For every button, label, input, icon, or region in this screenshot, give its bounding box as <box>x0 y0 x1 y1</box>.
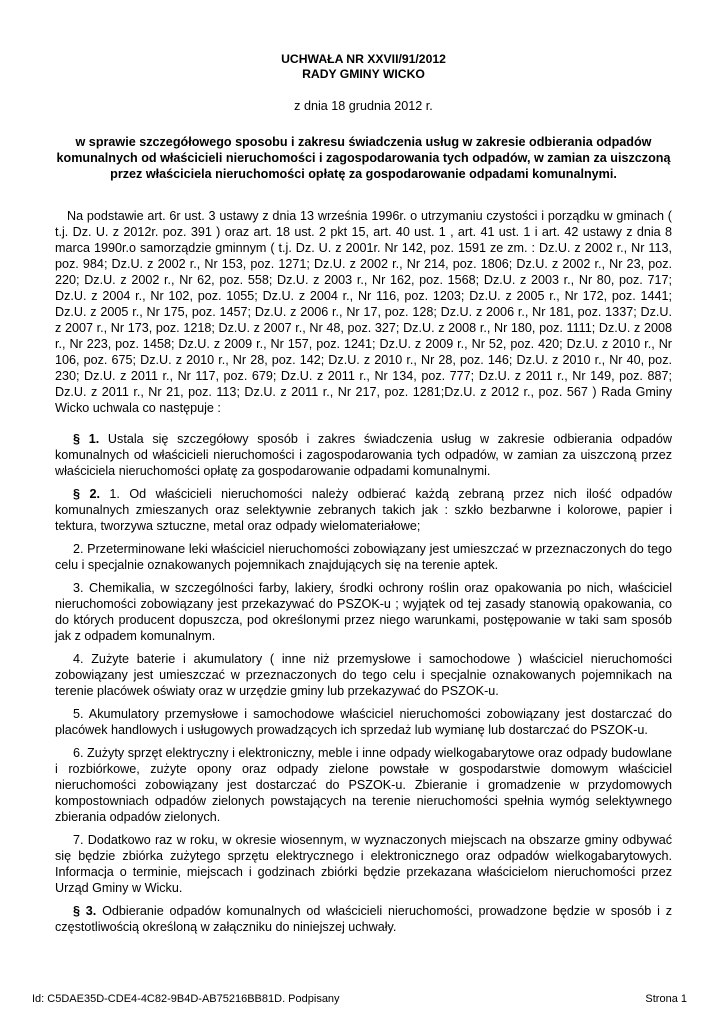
title-line-1: UCHWAŁA NR XXVII/91/2012 <box>281 52 446 66</box>
section-2-point-6: 6. Zużyty sprzęt elektryczny i elektroniczny, meble i inne odpady wielkogabarytowe oraz odpady budowlane i rozbiórkowe, zużyte opony oraz odpady zielone powstałe w gospodarstwie domowym właściciel nieruchomości zobowiązany jest dostarczać do PSZOK-u. Zbieranie i gromadzenie w przydomowych kompostowniach odpadów zielonych powstających na terenie nieruchomości spełnia wymóg selektywnego zbierania odpadów zielonych. <box>55 746 672 824</box>
preamble <box>55 208 672 416</box>
section-2-point-5: 5. Akumulatory przemysłowe i samochodowe właściciel nieruchomości zobowiązany jest dostarczać do placówek handlowych i usługowych prowadzących ich sprzedaż lub wymianę lub dostarczać do PSZOK-u. <box>55 707 672 737</box>
page-footer <box>32 993 687 1005</box>
section-1-label: § 1. <box>73 432 100 446</box>
section-1-text: Ustala się szczegółowy sposób i zakres świadczenia usług w zakresie odbierania odpadów komunalnych od właścicieli nieruchomości i zagospodarowania tych odpadów, w zamian za uiszczoną przez właściciela nieruchomości opłatę za gospodarowanie odpadami komunalnymi. <box>55 432 672 478</box>
page-number: Strona 1 <box>645 993 687 1005</box>
sections <box>55 431 672 942</box>
section-3 <box>55 903 672 935</box>
section-2-point-2: 2. Przeterminowane leki właściciel nieruchomości zobowiązany jest umieszczać w przeznaczonych do tego celu i specjalnie oznakowanych pojemnikach znajdujących się na terenie aptek. <box>55 542 672 572</box>
title-line-2: RADY GMINY WICKO <box>302 67 425 81</box>
section-1 <box>55 431 672 479</box>
section-3-label: § 3. <box>73 904 97 918</box>
resolution-subject: w sprawie szczegółowego sposobu i zakresu świadczenia usług w zakresie odbierania odpadów komunalnych od właścicieli nieruchomości i zagospodarowania tych odpadów, w zamian za uiszczoną przez właściciela nieruchomości opłatę za gospodarowanie odpadami komunalnymi. <box>56 135 671 181</box>
section-2-point-4: 4. Zużyte baterie i akumulatory ( inne niż przemysłowe i samochodowe ) właściciel nieruchomości zobowiązany jest umieszczać w przeznaczonych do tego celu i specjalnie oznakowanych pojemnikach na terenie placówek oświaty oraz w urzędzie gminy lub przekazywać do PSZOK-u. <box>55 652 672 698</box>
resolution-title <box>55 52 672 82</box>
section-2-label: § 2. <box>73 487 100 501</box>
section-2-point-1 <box>55 486 672 534</box>
section-2-point-3: 3. Chemikalia, w szczególności farby, lakiery, środki ochrony roślin oraz opakowania po nich, właściciel nieruchomości zobowiązany jest przekazywać do PSZOK-u ; wyjątek od tej zasady stanowią opakowania, co do których producent dopuszcza, pod określonymi przez niego warunkami, postępowanie w taki sam sposób jak z odpadem komunalnym. <box>55 581 672 643</box>
section-2-point-7: 7. Dodatkowo raz w roku, w okresie wiosennym, w wyznaczonych miejscach na obszarze gminy odbywać się będzie zbiórka zużytego sprzętu elektrycznego i elektronicznego oraz odpadów wielkogabarytowych. Informacja o terminie, miejscach i godzinach zbiórki będzie przekazana właścicielom nieruchomości przez Urząd Gminy w Wicku. <box>55 833 672 895</box>
section-3-text: Odbieranie odpadów komunalnych od właścicieli nieruchomości, prowadzone będzie w sposób i z częstotliwością określoną w załączniku do niniejszej uchwały. <box>55 904 672 934</box>
preamble-text: Na podstawie art. 6r ust. 3 ustawy z dnia 13 września 1996r. o utrzymaniu czystości i porządku w gminach ( t.j. Dz. U. z 2012r. poz. 391 ) oraz art. 18 ust. 2 pkt 15, art. 40 ust. 1 , art. 41 ust. 1 i art. 42 ustawy z dnia 8 marca 1990r.o samorządzie gminnym ( t.j. Dz. U. z 2001r. Nr 142, poz. 1591 ze zm. : Dz.U. z 2002 r., Nr 113, poz. 984; Dz.U. z 2002 r., Nr 153, poz. 1271; Dz.U. z 2002 r., Nr 214, poz. 1806; Dz.U. z 2002 r., Nr 23, poz. 220; Dz.U. z 2002 r., Nr 62, poz. 558; Dz.U. z 2003 r., Nr 162, poz. 1568; Dz.U. z 2003 r., Nr 80, poz. 717; Dz.U. z 2004 r., Nr 102, poz. 1055; Dz.U. z 2004 r., Nr 116, poz. 1203; Dz.U. z 2005 r., Nr 172, poz. 1441; Dz.U. z 2005 r., Nr 175, poz. 1457; Dz.U. z 2006 r., Nr 17, poz. 128; Dz.U. z 2006 r., Nr 181, poz. 1337; Dz.U. z 2007 r., Nr 173, poz. 1218; Dz.U. z 2007 r., Nr 48, poz. 327; Dz.U. z 2008 r., Nr 180, poz. 1111; Dz.U. z 2008 r., Nr 223, poz. 1458; Dz.U. z 2009 r., Nr 157, poz. 1241; Dz.U. z 2009 r., Nr 52, poz. 420; Dz.U. z 2010 r., Nr 106, poz. 675; Dz.U. z 2010 r., Nr 28, poz. 142; Dz.U. z 2010 r., Nr 28, poz. 146; Dz.U. z 2010 r., Nr 40, poz. 230; Dz.U. z 2011 r., Nr 117, poz. 679; Dz.U. z 2011 r., Nr 134, poz. 777; Dz.U. z 2011 r., Nr 149, poz. 887; Dz.U. z 2011 r., Nr 21, poz. 113; Dz.U. z 2011 r., Nr 217, poz. 1281;Dz.U. z 2012 r., poz. 567 ) Rada Gminy Wicko uchwala co następuje : <box>55 209 672 415</box>
resolution-date: z dnia 18 grudnia 2012 r. <box>294 99 433 113</box>
section-2-point-1-text: 1. Od właścicieli nieruchomości należy odbierać każdą zebraną przez nich ilość odpadów komunalnych zmieszanych oraz selektywnie zebranych takich jak : szkło bezbarwne i kolorowe, papier i tektura, tworzywa sztuczne, metal oraz odpady wielomateriałowe; <box>55 487 672 533</box>
document-id: Id: C5DAE35D-CDE4-4C82-9B4D-AB75216BB81D. Podpisany <box>32 993 340 1005</box>
